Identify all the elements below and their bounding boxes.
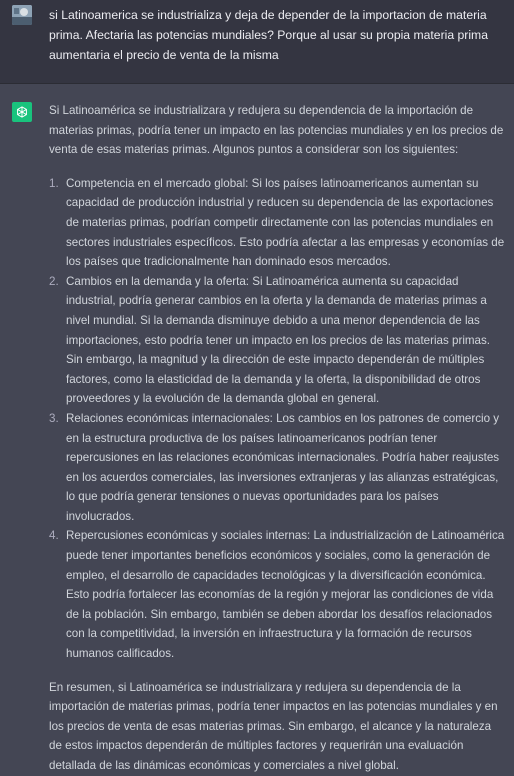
assistant-conclusion: En resumen, si Latinoamérica se industrializara y redujera su dependencia de la importación de materias primas, podría tener impactos en las potencias mundiales y en los precios de venta de esas materias primas. Sin embargo, el alcance y la naturaleza de estos impactos dependerán de múltiples factores y requerirán una evaluación detallada de las dinámicas económicas y comerciales a nivel global. [49, 680, 498, 772]
assistant-message-row [0, 84, 514, 771]
list-item [49, 409, 507, 527]
assistant-avatar [12, 102, 32, 122]
list-item [49, 272, 507, 409]
list-item-text: Competencia en el mercado global: Si los países latinoamericanos aumentan su capacidad de producción industrial y reducen su dependencia de las exportaciones de materias primas, podrían competir directamente con las potencias mundiales en sectores industriales específicos. Esto podría afectar a las empresas y economías de los países que tradicionalmente han dominado esos mercados. [66, 176, 505, 269]
list-item [49, 526, 507, 663]
list-item-text: Relaciones económicas internacionales: Los cambios en los patrones de comercio y en la estructura productiva de los países latinoamericanos podrían tener repercusiones en las relaciones económicas internacionales. Podría haber reajustes en los acuerdos comerciales, las inversiones extranjeras y las alianzas estratégicas, lo que podría generar tensiones o nuevas oportunidades para los países involucrados. [66, 411, 500, 523]
assistant-message-content [49, 101, 507, 776]
list-item-number: 1. [49, 176, 59, 190]
assistant-points-list [49, 174, 507, 664]
user-avatar [12, 5, 32, 25]
user-avatar-photo-icon [12, 5, 32, 25]
assistant-intro: Si Latinoamérica se industrializara y redujera su dependencia de la importación de materias primas, podría tener un impacto en las potencias mundiales y en los precios de venta de esas materias primas. Algunos puntos a considerar son los siguientes: [49, 104, 504, 157]
openai-logo-icon [15, 105, 29, 119]
list-item-text: Repercusiones económicas y sociales internas: La industrialización de Latinoamérica puede tener importantes beneficios económicos y sociales, como la generación de empleo, el desarrollo de capacidades tecnológicas y la diversificación económica. Esto podría fortalecer las economías de la región y mejorar las condiciones de vida de la población. Sin embargo, también se deben abordar los desafíos relacionados con la competitividad, la inversión en infraestructura y la formación de recursos humanos calificados. [66, 529, 505, 661]
list-item-number: 2. [49, 274, 59, 288]
list-item-text: Cambios en la demanda y la oferta: Si Latinoamérica aumenta su capacidad industrial, podría generar cambios en la oferta y la demanda de materias primas a nivel mundial. Si la demanda disminuye debido a una menor dependencia de las importaciones, esto podría tener un impacto en los precios de las materias primas. Sin embargo, la magnitud y la dirección de este impacto dependerán de múltiples factores, como la elasticidad de la demanda y la oferta, la disponibilidad de otros proveedores y la evolución de la demanda global en general. [66, 274, 491, 406]
user-message-row [0, 0, 514, 84]
user-message-text: si Latinoamerica se industrializa y deja de depender de la importacion de materia prima. Afectaria las potencias mundiales? Porque al usar su propia materia prima aumentaria el precio de venta de la misma [49, 8, 488, 62]
list-item-number: 3. [49, 411, 59, 425]
list-item-number: 4. [49, 529, 59, 543]
list-item [49, 174, 507, 272]
